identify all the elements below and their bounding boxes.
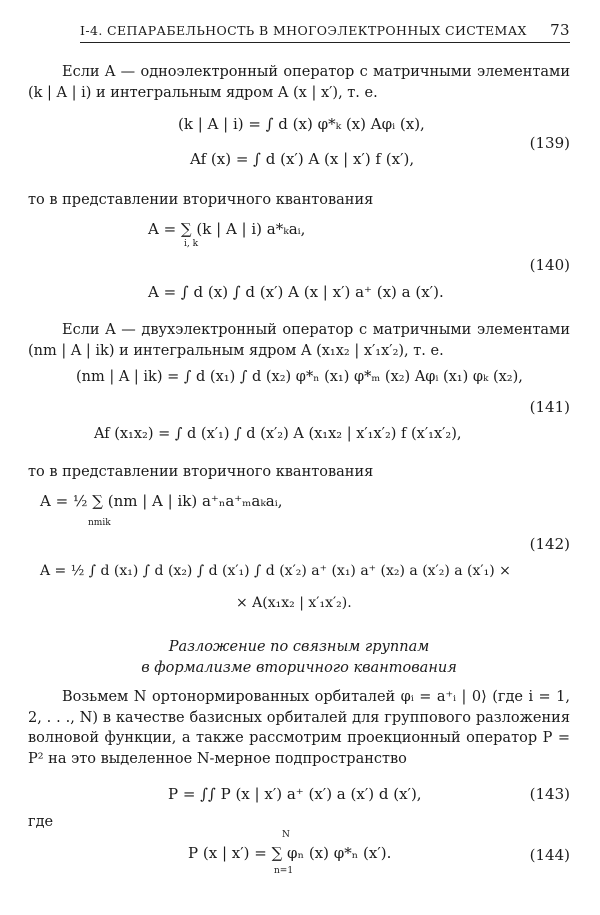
equation-number-139: (139) [529,134,570,152]
equation-142b: A = ½ ∫ d (x₁) ∫ d (x₂) ∫ d (x′₁) ∫ d (x′₂) a⁺ (x₁) a⁺ (x₂) a (x′₂) a (x′₁) × [40,563,511,579]
equation-142a: A = ½ ∑ (nm | A | ik) a⁺ₙa⁺ₘaₖaᵢ, [40,492,283,510]
equation-140a [148,220,305,238]
equation-number-144: (144) [529,846,570,864]
section-heading [28,637,570,679]
paragraph-second-quantization-2: то в представлении вторичного квантования [28,464,374,480]
paragraph-second-quantization-1: то в представлении вторичного квантования [28,192,374,208]
equation-142c: × A(x₁x₂ | x′₁x′₂). [236,595,352,611]
equation-141b: Af (x₁x₂) = ∫ d (x′₁) ∫ d (x′₂) A (x₁x₂ | x′₁x′₂) f (x′₁x′₂), [94,426,462,442]
equation-number-143: (143) [529,785,570,803]
equation-144-subscript: n=1 [274,866,294,876]
section-heading-line-1: Разложение по связным группам [168,639,430,655]
equation-144-superscript: N [282,830,290,840]
equation-141a: (nm | A | ik) = ∫ d (x₁) ∫ d (x₂) φ*ₙ (x₁) φ*ₘ (x₂) Aφᵢ (x₁) φₖ (x₂), [76,369,523,385]
paragraph-orbitals: Возьмем N ортонормированных орбиталей φᵢ = a⁺ᵢ | 0⟩ (где i = 1, 2, . . ., N) в качестве базисных орбиталей для группового разложения волновой функции, а также рассмотрим проекционный оператор P = P² на это выделенное N-мерное подпространство [28,689,570,767]
equation-139a: (k | A | i) = ∫ d (x) φ*ₖ (x) Aφᵢ (x), [178,115,425,133]
equation-143: P = ∫∫ P (x | x′) a⁺ (x′) a (x′) d (x′), [168,785,422,803]
paragraph-where: где [28,814,54,830]
paragraph-one-electron: Если A — одноэлектронный оператор с матричными элементами (k | A | i) и интегральным ядром A (x | x′), т. е. [28,64,570,101]
equation-140a-body: A = ∑ (k | A | i) a*ₖaᵢ, [148,220,306,238]
running-title: I-4. СЕПАРАБЕЛЬНОСТЬ В МНОГОЭЛЕКТРОННЫХ СИСТЕМАХ [80,23,527,38]
equation-139b: Af (x) = ∫ d (x′) A (x | x′) f (x′), [190,150,415,168]
paragraph-two-electron: Если A — двухэлектронный оператор с матричными элементами (nm | A | ik) и интегральным ядром A (x₁x₂ | x′₁x′₂), т. е. [28,322,570,359]
equation-142a-subscript: nmik [88,518,111,528]
equation-140b: A = ∫ d (x) ∫ d (x′) A (x | x′) a⁺ (x) a (x′). [148,283,444,301]
equation-140a-subscript: i, k [184,239,199,249]
page-number: 73 [550,21,570,39]
equation-number-140: (140) [529,256,570,274]
equation-number-141: (141) [529,398,570,416]
equation-144: P (x | x′) = ∑ φₙ (x) φ*ₙ (x′). [188,844,392,862]
running-header [80,20,570,43]
section-heading-line-2: в формализме вторичного квантования [141,660,457,676]
equation-number-142: (142) [529,535,570,553]
